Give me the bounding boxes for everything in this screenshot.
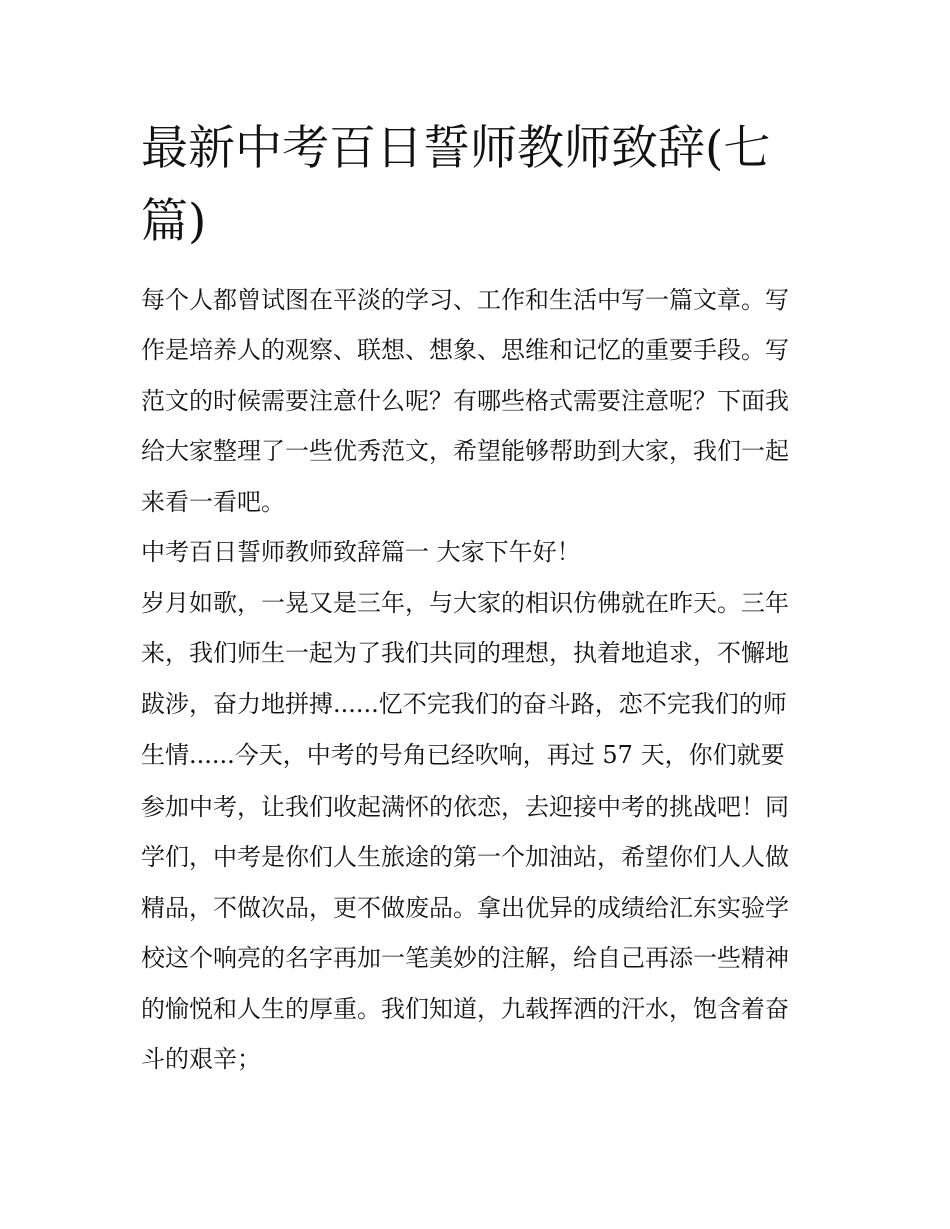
body-line: 校这个响亮的名字再加一笔美妙的注解，给自己再添一些精神: [141, 944, 789, 972]
body-line: 学们，中考是你们人生旅途的第一个加油站，希望你们人人做: [141, 843, 789, 871]
body-line: 的愉悦和人生的厚重。我们知道，九载挥洒的汗水，饱含着奋: [141, 995, 789, 1023]
body-line: 来看一看吧。: [141, 488, 285, 516]
body-line: 岁月如歌，一晃又是三年，与大家的相识仿佛就在昨天。三年: [141, 589, 789, 617]
body-line: 跋涉，奋力地拼搏......忆不完我们的奋斗路，恋不完我们的师: [141, 690, 787, 718]
title-line-2: 篇): [141, 194, 207, 249]
body-line: 来，我们师生一起为了我们共同的理想，执着地追求，不懈地: [141, 639, 789, 667]
title-line-1: 最新中考百日誓师教师致辞(七: [141, 121, 771, 176]
body-line: 生情......今天，中考的号角已经吹响，再过 57 天，你们就要: [141, 741, 785, 769]
body-line: 范文的时候需要注意什么呢？有哪些格式需要注意呢？下面我: [141, 387, 789, 415]
body-line: 斗的艰辛；: [141, 1045, 261, 1073]
body-line: 精品，不做次品，更不做废品。拿出优异的成绩给汇东实验学: [141, 894, 789, 922]
body-line: 给大家整理了一些优秀范文，希望能够帮助到大家，我们一起: [141, 437, 789, 465]
body-line: 作是培养人的观察、联想、想象、思维和记忆的重要手段。写: [141, 336, 789, 364]
title-block: [141, 112, 813, 258]
section-heading: 中考百日誓师教师致辞篇一 大家下午好！: [141, 538, 581, 566]
body-line: 参加中考，让我们收起满怀的依恋，去迎接中考的挑战吧！同: [141, 793, 789, 821]
body-line: 每个人都曾试图在平淡的学习、工作和生活中写一篇文章。写: [141, 286, 789, 314]
document-title: [141, 112, 813, 258]
